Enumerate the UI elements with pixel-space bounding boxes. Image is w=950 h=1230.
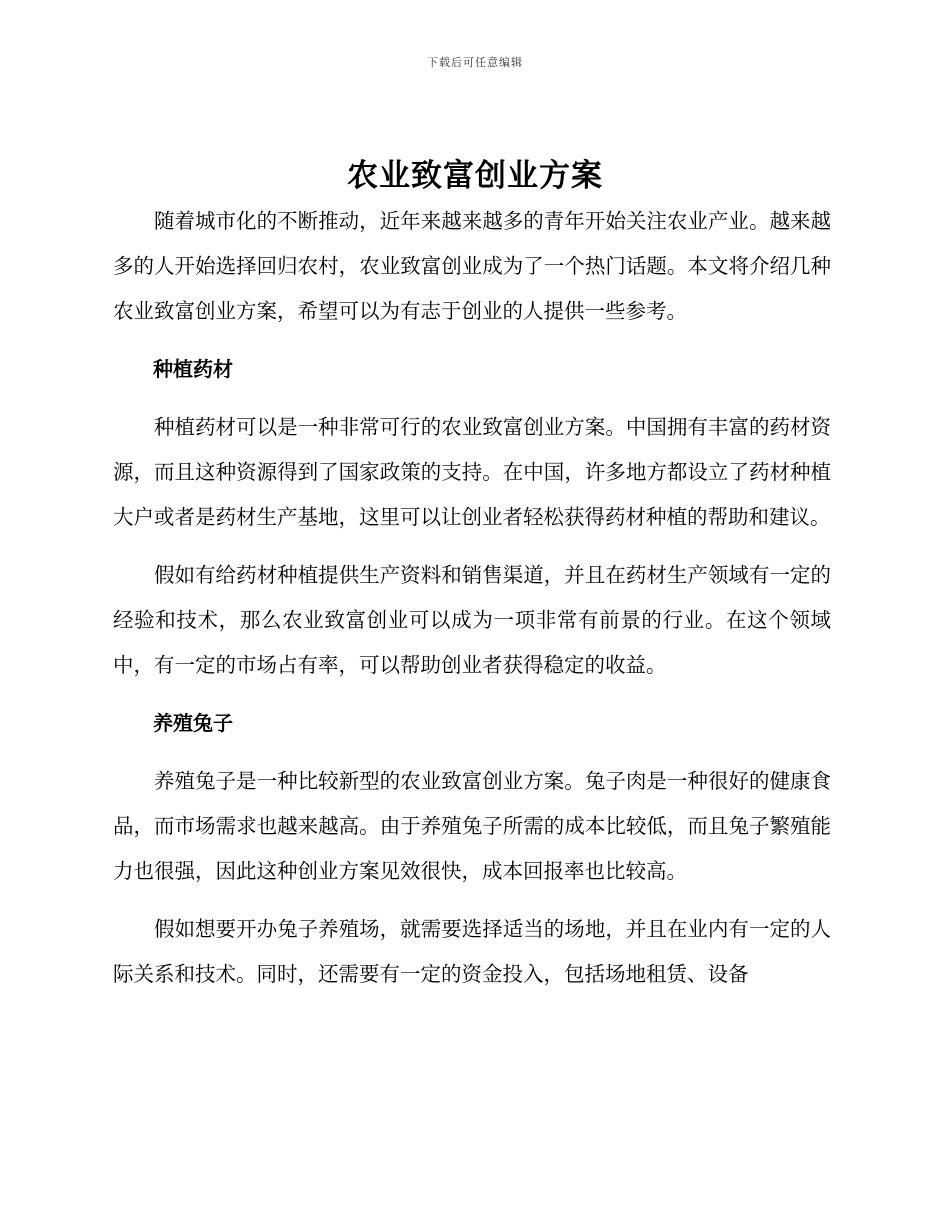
section-rabbits — [113, 701, 831, 997]
body-paragraph: 种植药材可以是一种非常可行的农业致富创业方案。中国拥有丰富的药材资源，而且这种资源得到了国家政策的支持。在中国，许多地方都设立了药材种植大户或者是药材生产基地，这里可以让创业者轻松获得药材种植的帮助和建议。 — [113, 415, 831, 529]
header-note: 下载后可任意编辑 — [427, 56, 523, 69]
intro-paragraph: 随着城市化的不断推动，近年来越来越多的青年开始关注农业产业。越来越多的人开始选择回归农村，农业致富创业成为了一个热门话题。本文将介绍几种农业致富创业方案，希望可以为有志于创业的人提供一些参考。 — [113, 209, 831, 323]
section-herbs — [113, 347, 831, 688]
body-paragraph: 养殖兔子是一种比较新型的农业致富创业方案。兔子肉是一种很好的健康食品，而市场需求也越来越高。由于养殖兔子所需的成本比较低，而且兔子繁殖能力也很强，因此这种创业方案见效很快，成本回报率也比较高。 — [113, 769, 831, 883]
body-paragraph: 假如有给药材种植提供生产资料和销售渠道，并且在药材生产领域有一定的经验和技术，那么农业致富创业可以成为一项非常有前景的行业。在这个领域中，有一定的市场占有率，可以帮助创业者获得稳定的收益。 — [113, 563, 831, 677]
document-title: 农业致富创业方案 — [347, 158, 603, 194]
body-paragraph: 假如想要开办兔子养殖场，就需要选择适当的场地，并且在业内有一定的人际关系和技术。同时，还需要有一定的资金投入，包括场地租赁、设备 — [113, 917, 831, 986]
document-body — [113, 199, 831, 1010]
section-heading: 养殖兔子 — [153, 711, 233, 735]
section-heading: 种植药材 — [153, 357, 233, 381]
